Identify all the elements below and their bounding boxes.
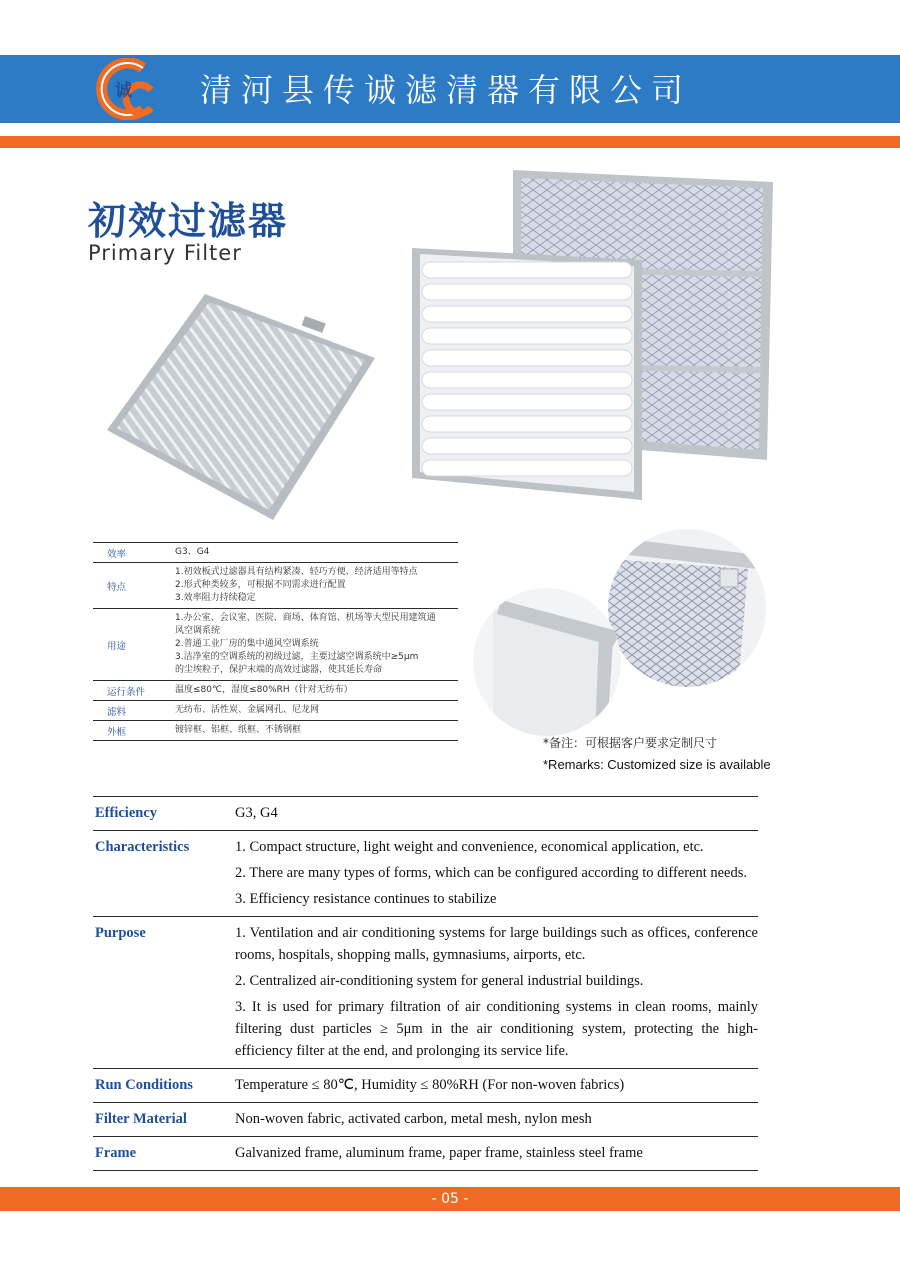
cn-row-label: 效率 — [107, 548, 127, 560]
cn-row-label: 用途 — [107, 640, 127, 652]
en-table-row — [93, 1069, 758, 1103]
cn-value-line: 1.初效板式过滤器具有结构紧凑、轻巧方便、经济适用等特点 — [175, 567, 418, 577]
en-row-label: Filter Material — [95, 1111, 187, 1127]
filter-photo-aluminum — [105, 290, 380, 522]
en-value-paragraph: 3. It is used for primary filtration of air conditioning systems in clean rooms, mainly filtering dust particles ≥ 5μm in the air conditioning system, protecting the high-efficiency filter at the end, and prolonging its service life. — [235, 999, 758, 1059]
company-name: 清河县传诚滤清器有限公司 — [200, 71, 693, 109]
cn-row-value — [175, 721, 458, 740]
en-row-value — [235, 802, 758, 824]
cn-table-row — [93, 542, 458, 563]
en-row-value — [235, 922, 758, 1062]
en-row-label: Run Conditions — [95, 1077, 193, 1093]
cn-table-row — [93, 563, 458, 609]
product-title-en: Primary Filter — [88, 241, 242, 265]
cn-row-value — [175, 701, 458, 720]
cn-row-label: 滤料 — [107, 706, 127, 718]
cn-value-line: G3、G4 — [175, 547, 210, 557]
en-row-value — [235, 836, 758, 910]
header-stripe — [0, 136, 900, 148]
cn-table-row — [93, 681, 458, 701]
cn-table-row — [93, 701, 458, 721]
en-value-paragraph: 3. Efficiency resistance continues to stabilize — [235, 891, 497, 907]
en-value-paragraph: 1. Compact structure, light weight and convenience, economical application, etc. — [235, 839, 704, 855]
en-table-row — [93, 1103, 758, 1137]
en-value-paragraph: 1. Ventilation and air conditioning systems for large buildings such as offices, conference rooms, hospitals, shopping malls, gymnasiums, airports, etc. — [235, 925, 758, 963]
en-table-row — [93, 917, 758, 1069]
remark-cn: *备注：可根据客户要求定制尺寸 — [543, 736, 718, 750]
company-logo — [93, 58, 157, 120]
en-value-paragraph: 2. Centralized air-conditioning system for general industrial buildings. — [235, 973, 644, 989]
remark-en: *Remarks: Customized size is available — [543, 757, 771, 772]
en-value-paragraph: Temperature ≤ 80℃, Humidity ≤ 80%RH (For non-woven fabrics) — [235, 1077, 625, 1093]
en-value-paragraph: G3, G4 — [235, 805, 278, 821]
cn-value-line: 3.洁净室的空调系统的初级过滤，主要过滤空调系统中≥5μm — [175, 652, 419, 662]
cn-row-value — [175, 609, 458, 680]
cn-row-value — [175, 681, 458, 700]
product-title-cn: 初效过滤器 — [88, 199, 289, 243]
cn-row-label: 特点 — [107, 581, 127, 593]
cn-table-row — [93, 721, 458, 741]
spec-table-en — [93, 796, 758, 1171]
cn-value-line: 的尘埃粒子，保护末端的高效过滤器，使其延长寿命 — [175, 665, 383, 675]
cn-value-line: 无纺布、活性炭、金属网孔、尼龙网 — [175, 705, 320, 715]
cn-row-label: 运行条件 — [107, 686, 146, 698]
en-value-paragraph: Non-woven fabric, activated carbon, metal mesh, nylon mesh — [235, 1111, 592, 1127]
en-table-row — [93, 1137, 758, 1171]
en-table-row — [93, 831, 758, 917]
cn-value-line: 3.效率阻力持续稳定 — [175, 593, 256, 603]
cn-row-label: 外框 — [107, 726, 127, 738]
en-row-label: Purpose — [95, 925, 146, 941]
cn-row-value — [175, 543, 458, 562]
en-row-value — [235, 1108, 758, 1130]
cn-value-line: 2.形式种类较多，可根据不同需求进行配置 — [175, 580, 346, 590]
detail-photo-mesh-corner — [608, 529, 766, 687]
en-row-label: Frame — [95, 1145, 137, 1161]
en-row-label: Characteristics — [95, 839, 190, 855]
en-row-label: Efficiency — [95, 805, 158, 821]
page-number: - 05 - — [431, 1191, 469, 1207]
svg-text:诚: 诚 — [115, 81, 132, 101]
cn-value-line: 镀锌框、铝框、纸框、不锈钢框 — [175, 725, 302, 735]
en-row-value — [235, 1142, 758, 1164]
en-value-paragraph: 2. There are many types of forms, which can be configured according to different needs. — [235, 865, 748, 881]
cn-value-line: 风空调系统 — [175, 626, 221, 636]
en-value-paragraph: Galvanized frame, aluminum frame, paper frame, stainless steel frame — [235, 1145, 643, 1161]
cn-table-row — [93, 609, 458, 681]
en-table-row — [93, 796, 758, 831]
cn-value-line: 温度≤80℃，湿度≤80%RH（针对无纺布） — [175, 685, 353, 695]
filter-photo-panel-front — [408, 242, 646, 502]
en-row-value — [235, 1074, 758, 1096]
spec-table-cn — [93, 542, 458, 741]
cn-value-line: 1.办公室、会议室、医院、商场、体育馆、机场等大型民用建筑通 — [175, 613, 436, 623]
cn-row-value — [175, 563, 458, 608]
detail-photo-frame-corner — [473, 588, 621, 736]
cn-value-line: 2.普通工业厂房的集中通风空调系统 — [175, 639, 319, 649]
